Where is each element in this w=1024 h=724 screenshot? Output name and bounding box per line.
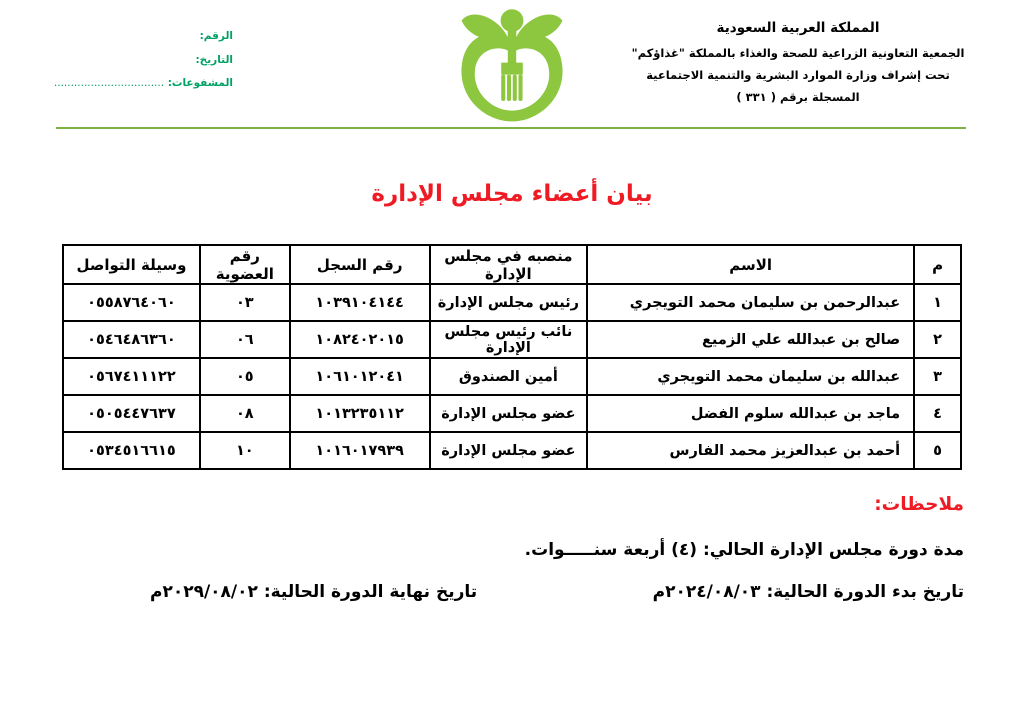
col-header-contact: وسيلة التواصل bbox=[63, 245, 200, 284]
table-row bbox=[63, 395, 961, 432]
cell-contact: ٠٥٤٦٤٨٦٣٦٠ bbox=[63, 321, 200, 358]
cell-contact: ٠٥٣٤٥١٦٦١٥ bbox=[63, 432, 200, 469]
cell-registry-no: ١٠١٦٠١٧٩٣٩ bbox=[290, 432, 430, 469]
cell-member-name: أحمد بن عبدالعزيز محمد الفارس bbox=[587, 432, 914, 469]
cell-position: رئيس مجلس الإدارة bbox=[430, 284, 588, 321]
col-header-position: منصبه في مجلس الإدارة bbox=[430, 245, 588, 284]
cell-index: ٢ bbox=[914, 321, 961, 358]
page-title: بيان أعضاء مجلس الإدارة bbox=[371, 181, 653, 207]
ref-attachments-label: المشفوعات: bbox=[167, 77, 233, 89]
cell-member-name: عبدالله بن سليمان محمد التويجري bbox=[587, 358, 914, 395]
cell-member-name: عبدالرحمن بن سليمان محمد التويجري bbox=[587, 284, 914, 321]
cell-position: أمين الصندوق bbox=[430, 358, 588, 395]
org-header-block bbox=[630, 20, 966, 109]
cell-registry-no: ١٠٦١٠١٢٠٤١ bbox=[290, 358, 430, 395]
cell-position: عضو مجلس الإدارة bbox=[430, 432, 588, 469]
table-row bbox=[63, 432, 961, 469]
ref-attachments-dotted-line: ................................. bbox=[53, 77, 165, 89]
cell-position: نائب رئيس مجلس الإدارة bbox=[430, 321, 588, 358]
cell-position: عضو مجلس الإدارة bbox=[430, 395, 588, 432]
org-name-line: الجمعية التعاونية الزراعية للصحة والغذاء بالمملكة "غذاؤكم" bbox=[631, 46, 965, 60]
cell-membership-no: ١٠ bbox=[200, 432, 290, 469]
term-dates-row bbox=[150, 582, 964, 602]
cell-membership-no: ٠٥ bbox=[200, 358, 290, 395]
table-row bbox=[63, 321, 961, 358]
org-logo-icon bbox=[426, 5, 598, 125]
table-row bbox=[63, 284, 961, 321]
ref-number-label: الرقم: bbox=[199, 30, 233, 42]
board-members-table bbox=[62, 244, 962, 470]
cell-contact: ٠٥٠٥٤٤٧٦٣٧ bbox=[63, 395, 200, 432]
cell-membership-no: ٠٦ bbox=[200, 321, 290, 358]
note-term-length: مدة دورة مجلس الإدارة الحالي: (٤) أربعة سنـــــوات. bbox=[524, 540, 964, 560]
notes-heading: ملاحظات: bbox=[874, 494, 964, 515]
table-row bbox=[63, 358, 961, 395]
cell-membership-no: ٠٨ bbox=[200, 395, 290, 432]
cell-member-name: صالح بن عبدالله علي الزميع bbox=[587, 321, 914, 358]
col-header-index: م bbox=[914, 245, 961, 284]
cell-registry-no: ١٠١٣٢٣٥١١٢ bbox=[290, 395, 430, 432]
letterhead-divider-line bbox=[56, 127, 966, 129]
cell-member-name: ماجد بن عبدالله سلوم الفضل bbox=[587, 395, 914, 432]
cell-index: ٣ bbox=[914, 358, 961, 395]
ref-date-label: التاريخ: bbox=[195, 53, 233, 66]
cell-index: ١ bbox=[914, 284, 961, 321]
org-registration-line: المسجلة برقم ( ٣٣١ ) bbox=[736, 89, 860, 104]
org-country-line: المملكة العربية السعودية bbox=[716, 20, 880, 36]
cell-membership-no: ٠٣ bbox=[200, 284, 290, 321]
org-supervision-line: تحت إشراف وزارة الموارد البشرية والتنمية الاجتماعية bbox=[646, 67, 950, 82]
note-end-date: تاريخ نهاية الدورة الحالية: ٢٠٢٩/٠٨/٠٢م bbox=[150, 582, 478, 602]
cell-contact: ٠٥٥٨٧٦٤٠٦٠ bbox=[63, 284, 200, 321]
cell-contact: ٠٥٦٧٤١١١٢٢ bbox=[63, 358, 200, 395]
cell-index: ٥ bbox=[914, 432, 961, 469]
col-header-registry-no: رقم السجل bbox=[290, 245, 430, 284]
table-header-row bbox=[63, 245, 961, 284]
note-start-date: تاريخ بدء الدورة الحالية: ٢٠٢٤/٠٨/٠٣م bbox=[652, 582, 964, 602]
cell-registry-no: ١٠٨٢٤٠٢٠١٥ bbox=[290, 321, 430, 358]
col-header-name: الاسم bbox=[587, 245, 914, 284]
cell-registry-no: ١٠٣٩١٠٤١٤٤ bbox=[290, 284, 430, 321]
reference-fields-block bbox=[53, 30, 233, 101]
col-header-membership-no: رقم العضوية bbox=[200, 245, 290, 284]
cell-index: ٤ bbox=[914, 395, 961, 432]
ref-attachments-row bbox=[53, 77, 233, 101]
